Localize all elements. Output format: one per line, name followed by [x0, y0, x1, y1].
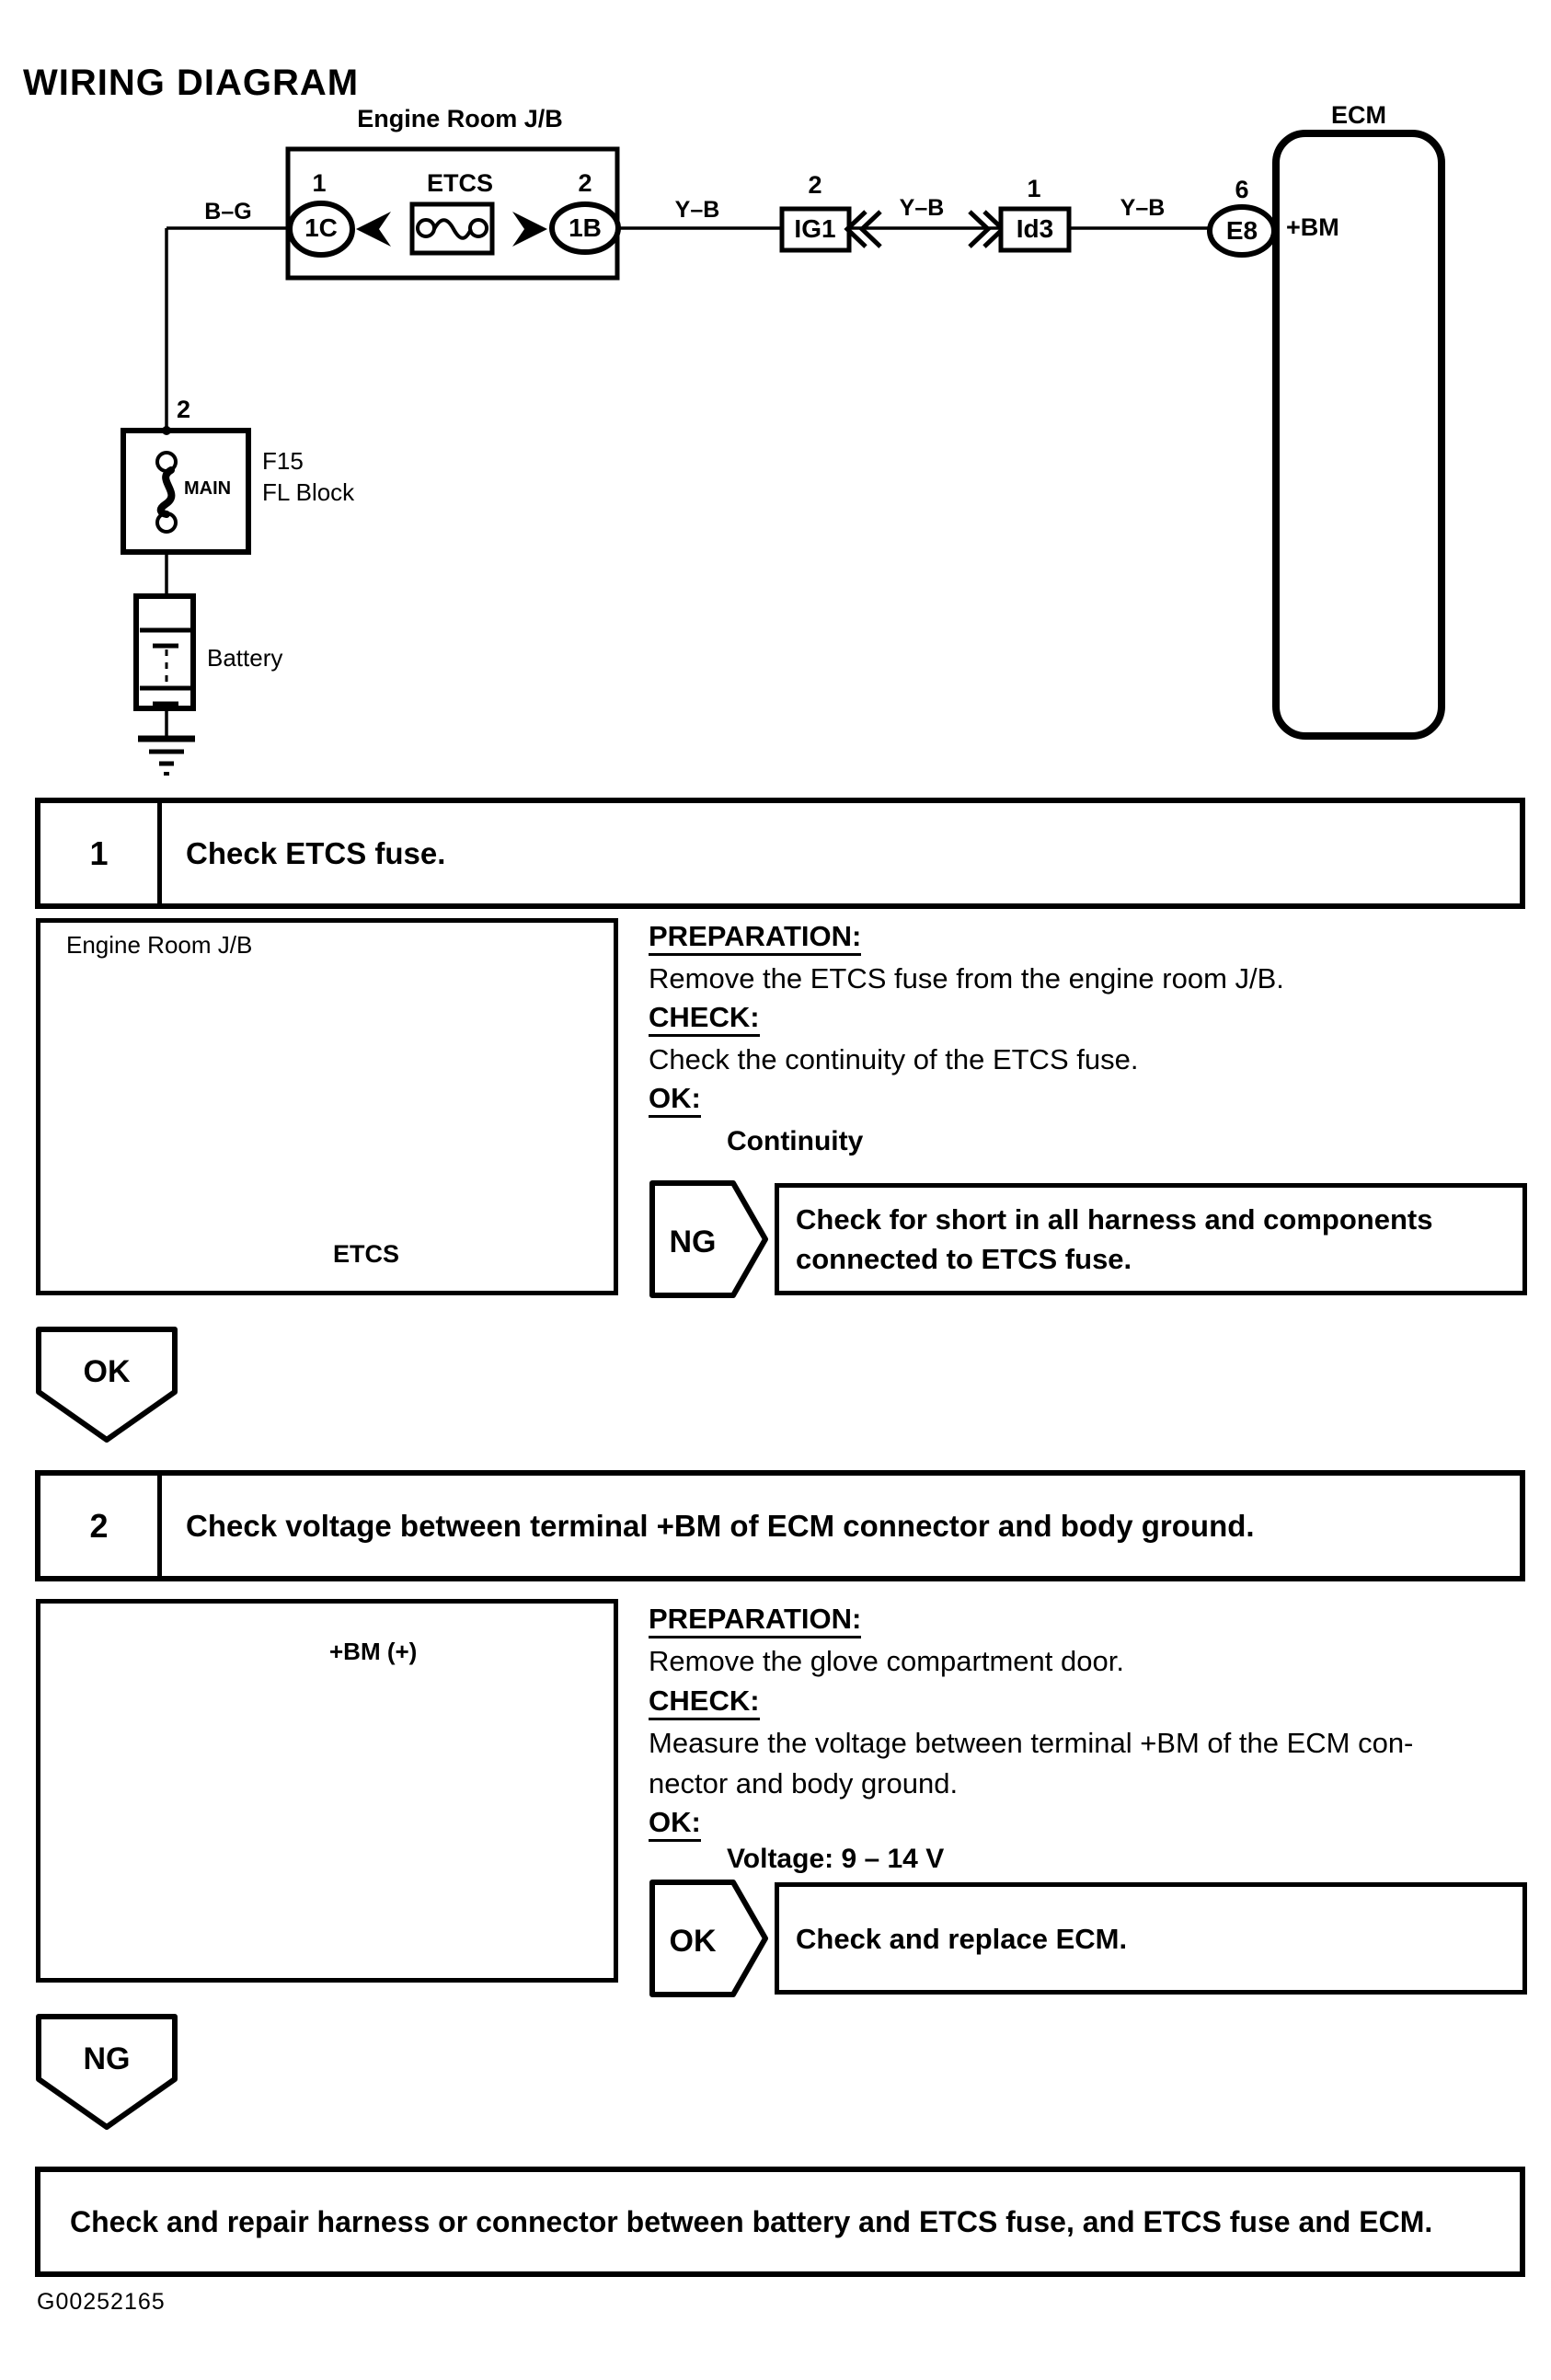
step1-number: 1 — [40, 803, 162, 903]
step2-title: Check voltage between terminal +BM of ECM connector and body ground. — [186, 1508, 1255, 1543]
step1-etcs-callout: ETCS — [332, 1240, 400, 1268]
step2-check-heading: CHECK: — [649, 1686, 760, 1720]
ecm-terminal-label: +BM — [1286, 213, 1339, 241]
ng-banner-label: NG — [83, 2041, 131, 2076]
step2-ok-action-text: Check and replace ECM. — [796, 1922, 1128, 1955]
battery-label: Battery — [207, 644, 283, 672]
step2-number: 2 — [40, 1476, 162, 1576]
pin-number-id3: 1 — [1027, 175, 1041, 202]
step1-header — [35, 798, 1525, 909]
step2-prep-text: Remove the glove compartment door. — [649, 1645, 1124, 1677]
wire-color-bg: B–G — [204, 199, 252, 224]
step1-ng-action-box — [775, 1183, 1527, 1295]
step1-illustration-frame — [36, 918, 618, 1295]
step2-ok-flag-label: OK — [669, 1924, 717, 1959]
step2-prep-heading: PREPARATION: — [649, 1604, 861, 1638]
pin-number-e8: 6 — [1235, 176, 1249, 203]
pin-number-1b: 2 — [578, 169, 592, 197]
page-title: WIRING DIAGRAM — [23, 63, 360, 103]
step1-ok-heading: OK: — [649, 1084, 701, 1118]
step1-ok-value: Continuity — [727, 1126, 864, 1156]
ok-banner-label: OK — [83, 1354, 131, 1389]
connector-e8-label: E8 — [1225, 216, 1258, 245]
step1-title: Check ETCS fuse. — [186, 835, 446, 870]
step2-header — [35, 1470, 1525, 1581]
ecm-label: ECM — [1331, 101, 1386, 129]
fuse-name-label: ETCS — [426, 169, 494, 197]
ground-icon — [138, 739, 195, 774]
final-action-text: Check and repair harness or connector between battery and ETCS fuse, and ETCS fuse and ECM. — [70, 2204, 1433, 2238]
step1-check-text: Check the continuity of the ETCS fuse. — [649, 1043, 1139, 1075]
fl-block-pin: 2 — [177, 396, 191, 423]
step2-bm-callout: +BM (+) — [329, 1638, 418, 1665]
step1-illustration-label: Engine Room J/B — [66, 931, 253, 959]
step1-prep-text: Remove the ETCS fuse from the engine room J/B. — [649, 962, 1284, 995]
connector-1c-label: 1C — [304, 213, 338, 242]
step1-prep-heading: PREPARATION: — [649, 922, 861, 956]
wire-color-yb-1: Y–B — [674, 197, 720, 223]
step1-ng-flag-label: NG — [669, 1224, 717, 1259]
fl-block-label: FL Block — [262, 478, 355, 506]
figure-code: G00252165 — [37, 2289, 166, 2315]
battery-symbol — [136, 596, 193, 708]
jb-label: Engine Room J/B — [357, 105, 563, 132]
etcs-fuse-symbol — [412, 204, 492, 253]
step1-ng-action-line2: connected to ETCS fuse. — [796, 1243, 1132, 1275]
pin-number-1c: 1 — [312, 169, 327, 197]
connector-1b-label: 1B — [569, 213, 602, 242]
pin-number-ig1: 2 — [808, 171, 822, 199]
fl-main-label: MAIN — [184, 478, 232, 499]
step2-check-line2: nector and body ground. — [649, 1767, 959, 1799]
final-action-box — [35, 2167, 1525, 2277]
step2-ok-action-box — [775, 1882, 1527, 1995]
step2-illustration-frame — [36, 1599, 618, 1983]
connector-id3-label: Id3 — [1016, 214, 1054, 243]
step1-check-heading: CHECK: — [649, 1003, 760, 1037]
step2-ok-heading: OK: — [649, 1808, 701, 1842]
step2-ok-value: Voltage: 9 – 14 V — [727, 1844, 945, 1874]
step1-ng-action-line1: Check for short in all harness and components — [796, 1203, 1433, 1236]
fl-code-label: F15 — [262, 447, 304, 475]
step2-check-line1: Measure the voltage between terminal +BM of the ECM con- — [649, 1727, 1414, 1759]
wire-color-yb-2: Y–B — [899, 195, 945, 221]
wire-color-yb-3: Y–B — [1120, 195, 1166, 221]
connector-ig1-label: IG1 — [794, 214, 836, 243]
